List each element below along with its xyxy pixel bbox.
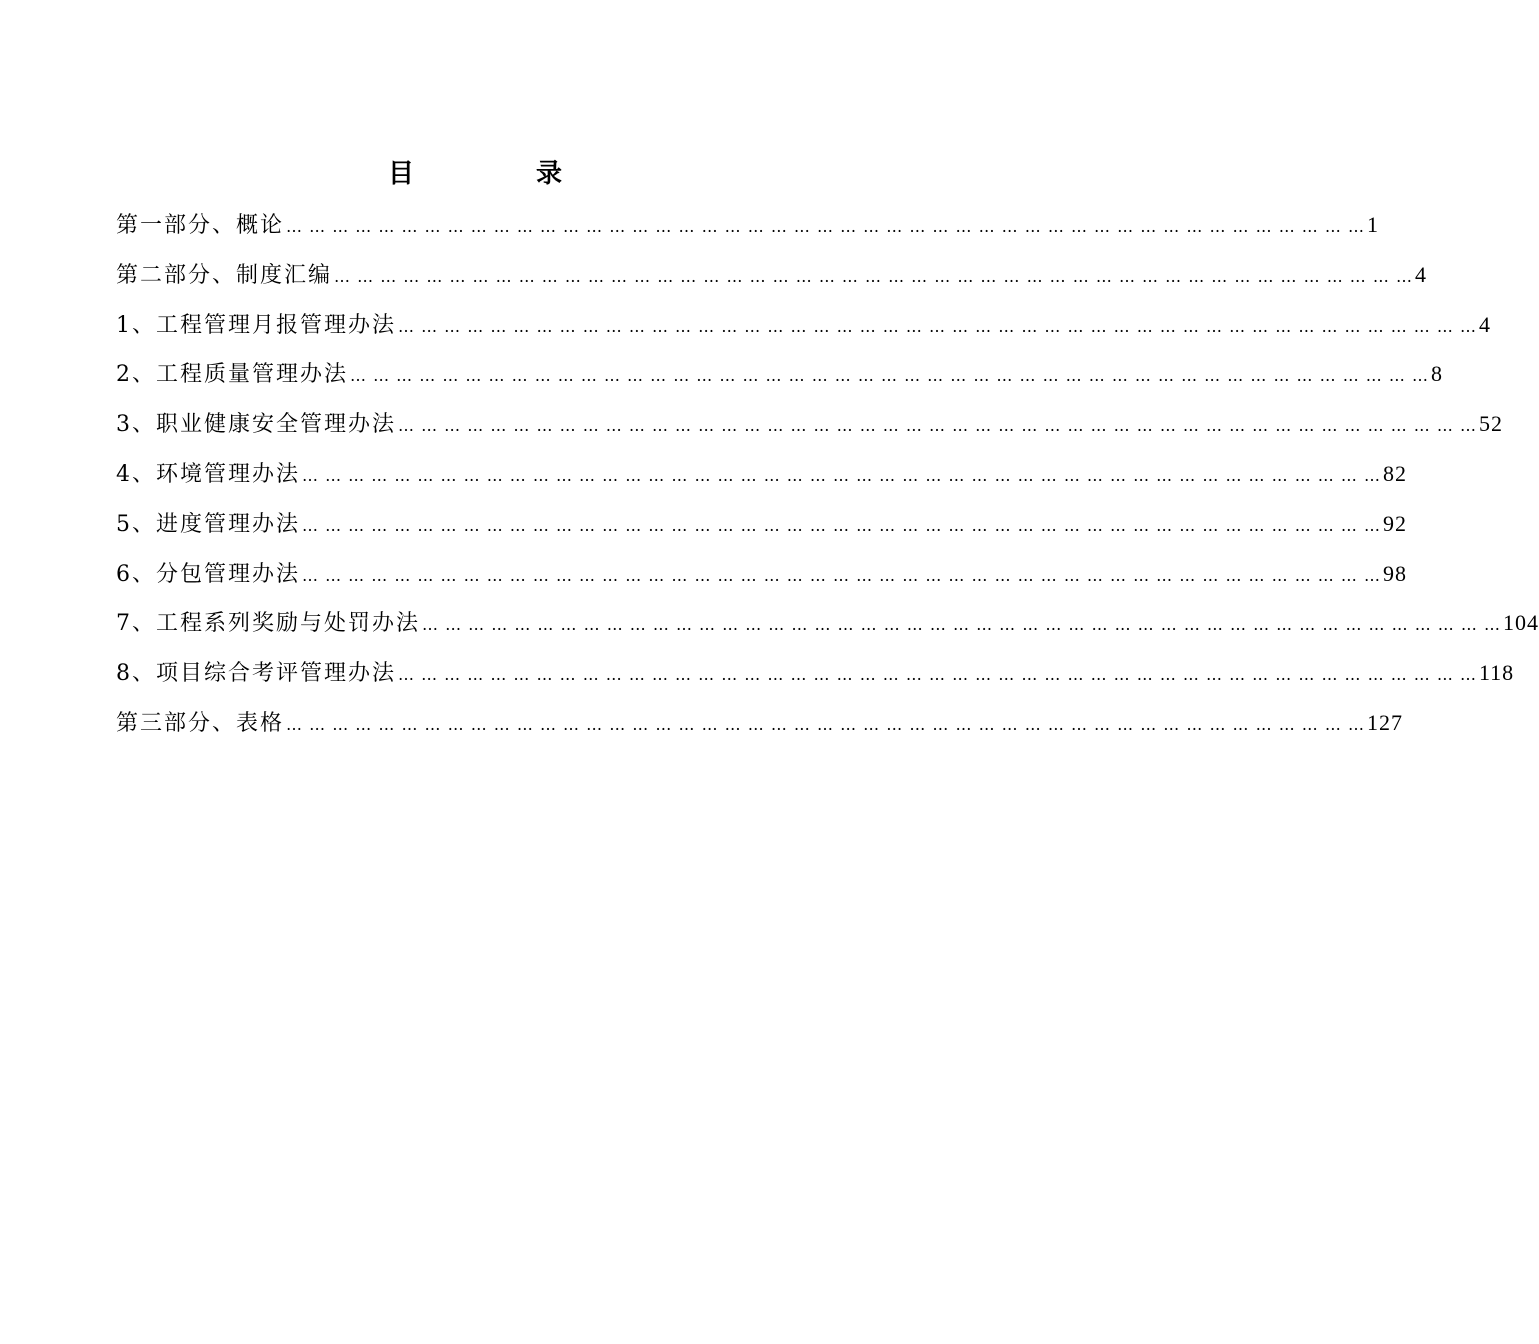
toc-title: 目 录 [387, 159, 610, 189]
toc-dot-leader: … … … … … … … … … … … … … … … … … … … … … … … … … … … … … … … … … … … … … … … … … … … … … … … [302, 515, 1381, 535]
toc-entry-label: 4、环境管理办法 [116, 461, 300, 487]
toc-entry-label: 2、工程质量管理办法 [116, 362, 348, 388]
toc-entry-page: 8 [1430, 361, 1443, 387]
toc-entry-label: 7、工程系列奖励与处罚办法 [116, 611, 420, 637]
toc-entry-label: 5、进度管理办法 [116, 511, 300, 537]
toc-dot-leader: … … … … … … … … … … … … … … … … … … … … … … … … … … … … … … … … … … … … … … … … … … … … … … … [334, 266, 1413, 286]
toc-entry-page: 104 [1502, 610, 1539, 636]
toc-dot-leader: … … … … … … … … … … … … … … … … … … … … … … … … … … … … … … … … … … … … … … … … … … … … … … … [302, 565, 1381, 585]
toc-entry-label: 3、职业健康安全管理办法 [116, 412, 396, 438]
toc-entry[interactable] [116, 598, 1539, 648]
toc-entry-page: 4 [1414, 261, 1427, 287]
toc-entry-label: 1、工程管理月报管理办法 [116, 312, 396, 338]
toc-dot-leader: … … … … … … … … … … … … … … … … … … … … … … … … … … … … … … … … … … … … … … … … … … … … … … … [286, 217, 1365, 236]
toc-dot-leader: … … … … … … … … … … … … … … … … … … … … … … … … … … … … … … … … … … … … … … … … … … … … … … … [350, 366, 1429, 386]
toc-dot-leader: … … … … … … … … … … … … … … … … … … … … … … … … … … … … … … … … … … … … … … … … … … … … … … … [302, 465, 1381, 485]
toc-entry[interactable] [116, 250, 1427, 300]
toc-entry-page: 4 [1478, 311, 1491, 337]
toc-entry[interactable] [116, 399, 1503, 449]
toc-entry-page: 1 [1366, 212, 1379, 237]
toc-entry-page: 52 [1478, 411, 1503, 437]
toc-entry-page: 118 [1478, 660, 1515, 686]
toc-dot-leader: … … … … … … … … … … … … … … … … … … … … … … … … … … … … … … … … … … … … … … … … … … … … … … … [398, 316, 1477, 336]
toc-entry-label: 第二部分、制度汇编 [116, 262, 333, 288]
toc-dot-leader: … … … … … … … … … … … … … … … … … … … … … … … … … … … … … … … … … … … … … … … … … … … … … … … [422, 615, 1501, 635]
toc-entry[interactable] [116, 349, 1443, 399]
toc-entry[interactable] [116, 499, 1407, 549]
toc-dot-leader: … … … … … … … … … … … … … … … … … … … … … … … … … … … … … … … … … … … … … … … … … … … … … … … [286, 714, 1365, 734]
toc-dot-leader: … … … … … … … … … … … … … … … … … … … … … … … … … … … … … … … … … … … … … … … … … … … … … … … [398, 665, 1477, 685]
toc-entry[interactable] [116, 549, 1407, 599]
toc-entry-label: 8、项目综合考评管理办法 [116, 661, 396, 687]
toc-entry[interactable] [116, 200, 1379, 250]
toc-entry-page: 92 [1382, 510, 1407, 536]
toc-list [116, 200, 1539, 748]
toc-entry-page: 127 [1366, 709, 1403, 735]
toc-entry-label: 6、分包管理办法 [116, 561, 300, 587]
toc-entry[interactable] [116, 648, 1515, 698]
toc-entry[interactable] [116, 698, 1403, 748]
toc-entry-label: 第三部分、表格 [116, 710, 285, 736]
toc-entry[interactable] [116, 300, 1491, 350]
toc-entry-label: 第一部分、概论 [116, 213, 285, 238]
toc-entry[interactable] [116, 449, 1407, 499]
toc-entry-page: 98 [1382, 560, 1407, 586]
toc-dot-leader: … … … … … … … … … … … … … … … … … … … … … … … … … … … … … … … … … … … … … … … … … … … … … … … [398, 416, 1477, 436]
toc-entry-page: 82 [1382, 460, 1407, 486]
